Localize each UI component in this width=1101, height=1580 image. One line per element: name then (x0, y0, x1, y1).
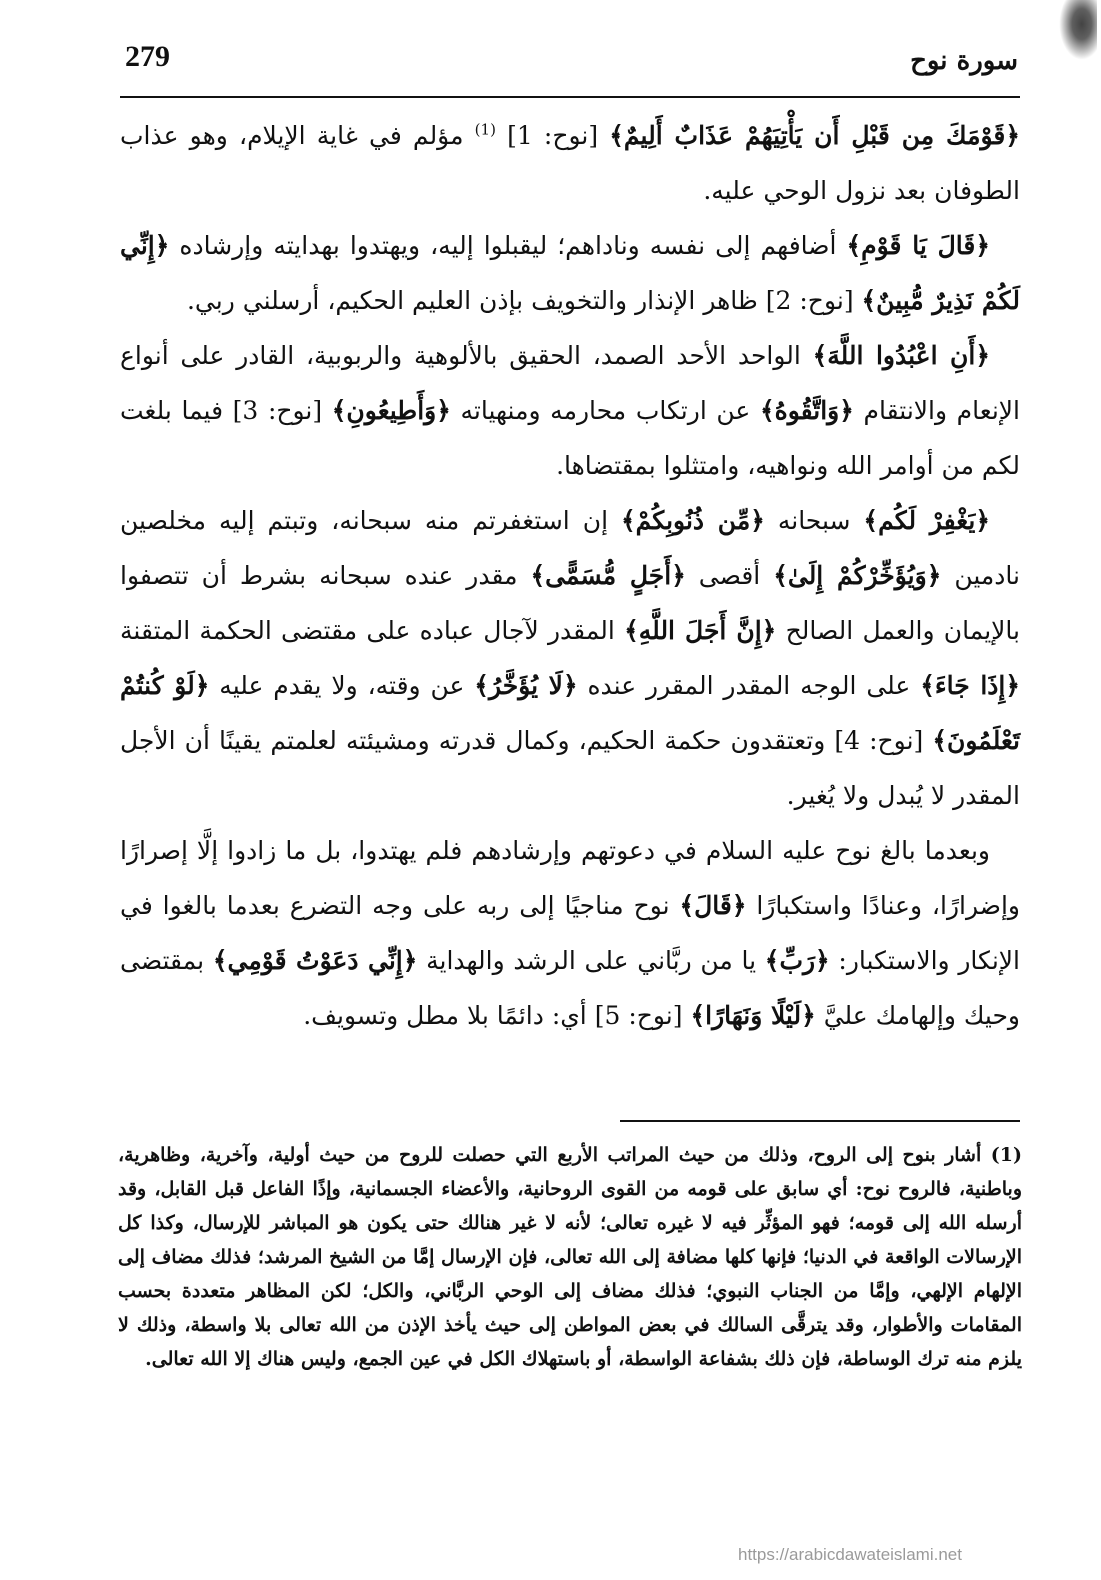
quran-verse: ﴿لَا يُؤَخَّرُ﴾ (474, 671, 578, 700)
footnote-reference: (1) (474, 120, 496, 139)
commentary-text: المقدر لآجال عباده على مقتضى الحكمة المتقنة (120, 616, 625, 645)
paragraph-2 (120, 218, 1020, 328)
quran-verse: ﴿إِنَّ أَجَلَ اللَّهِ﴾ (624, 616, 777, 645)
commentary-text: عن وقته، ولا يقدم عليه (209, 671, 475, 700)
page-number: 279 (125, 40, 170, 73)
footnote-divider (620, 1120, 1020, 1122)
quran-verse: ﴿إِنِّي لَكُمْ نَذِيرٌ مُّبِينٌ﴾ (120, 231, 1020, 315)
quran-verse: ﴿قَالَ يَا قَوْمِ﴾ (846, 231, 990, 260)
commentary-text: أقصى (685, 561, 774, 590)
commentary-text: على الوجه المقدر المقرر عنده (577, 671, 921, 700)
commentary-text: الواحد الأحد الصمد، الحقيق بالألوهية والربوبية، القادر على أنواع الإنعام والانتقام (120, 341, 1020, 425)
commentary-text: [نوح: 3] فيما بلغت لكم من أوامر الله ونواهيه، وامتثلوا بمقتضاها. (120, 396, 1020, 480)
surah-title: سورة نوح (910, 46, 1018, 76)
commentary-text: سبحانه (764, 506, 864, 535)
quran-verse: ﴿رَبِّ﴾ (764, 946, 830, 975)
commentary-text: مؤلم في غاية الإيلام، وهو عذاب الطوفان بعد نزول الوحي عليه. (120, 121, 1020, 205)
paragraph-4 (120, 493, 1020, 823)
commentary-text: بمقتضى وحيك وإلهامك عليَّ (120, 946, 1020, 1030)
paragraph-5 (120, 823, 1020, 1043)
quran-verse: ﴿وَاتَّقُوهُ﴾ (759, 396, 854, 425)
quran-verse: ﴿لَيْلًا وَنَهَارًا﴾ (690, 1001, 816, 1030)
quran-verse: ﴿إِنِّي دَعَوْتُ قَوْمِي﴾ (212, 946, 418, 975)
commentary-text: [نوح: 4] وتعتقدون حكمة الحكيم، وكمال قدرته ومشيئته لعلمتم يقينًا أن الأجل المقدر لا يُبدل ولا يُغير. (120, 726, 1020, 810)
quran-verse: ﴿يَغْفِرْ لَكُم﴾ (863, 506, 990, 535)
commentary-text: [نوح: 5] أي: دائمًا بلا مطل وتسويف. (303, 1001, 691, 1030)
paragraph-1 (120, 108, 1020, 218)
commentary-text: يا من ربَّاني على الرشد والهداية (417, 946, 765, 975)
commentary-text: أضافهم إلى نفسه وناداهم؛ ليقبلوا إليه، ويهتدوا بهدايته وإرشاده (169, 231, 847, 260)
commentary-text: عن ارتكاب محارمه ومنهياته (450, 396, 760, 425)
quran-verse: ﴿إِذَا جَاءَ﴾ (920, 671, 1020, 700)
commentary-text: مقدر عنده سبحانه بشرط أن تتصفوا بالإيمان والعمل الصالح (120, 561, 1020, 645)
commentary-text: وبعدما بالغ نوح عليه السلام في دعوتهم وإرشادهم فلم يهتدوا، بل ما زادوا إلَّا إصرارًا وإضرارًا، وعنادًا واستكبارًا (120, 836, 1020, 920)
commentary-text: إن استغفرتم منه سبحانه، وتبتم إليه مخلصين نادمين (120, 506, 1020, 590)
quran-verse: ﴿مِّن ذُنُوبِكُمْ﴾ (621, 506, 765, 535)
commentary-text: [نوح: 2] ظاهر الإنذار والتخويف بإذن العليم الحكيم، أرسلني ربي. (186, 286, 862, 315)
scan-smudge (1059, 0, 1097, 60)
quran-verse: ﴿وَيُؤَخِّرْكُمْ إِلَىٰ﴾ (773, 561, 942, 590)
quran-verse: ﴿لَوْ كُنتُمْ تَعْلَمُونَ﴾ (120, 671, 1020, 755)
page-header (120, 38, 1020, 98)
footnote-1 (118, 1138, 1022, 1376)
quran-verse: ﴿أَجَلٍ مُّسَمًّى﴾ (530, 561, 686, 590)
quran-verse: ﴿وَأَطِيعُونِ﴾ (331, 396, 451, 425)
quran-verse: ﴿قَوْمَكَ مِن قَبْلِ أَن يَأْتِيَهُمْ عَذَابٌ أَلِيمٌ﴾ (609, 121, 1020, 150)
watermark-url: https://arabicdawateislami.net (738, 1545, 962, 1564)
main-text (120, 108, 1020, 1043)
quran-verse: ﴿قَالَ﴾ (679, 891, 747, 920)
footnote-marker: (1) (990, 1144, 1022, 1166)
paragraph-3 (120, 328, 1020, 493)
commentary-text: [نوح: 1] (495, 121, 610, 150)
footnote-text: أشار بنوح إلى الروح، وذلك من حيث المراتب الأربع التي حصلت للروح من حيث أولية، وآخرية، وظاهرية، وباطنية، فالروح نوح: أي سابق على قومه من القوى الروحانية، والأعضاء الجسمانية، وإذًا الفاعل قبل القابل، وقد أرسله الله إلى قومه؛ فهو المؤثِّر فيه لا غيره تعالى؛ لأنه لا غير هنالك حتى يكون هو المباشر للإرسال، وكذا كل الإرسالات الواقعة في الدنيا؛ فإنها كلها مضافة إلى الله تعالى، فإن الإرسال إمَّا من الشيخ المرشد؛ فذلك مضاف إلى الإلهام الإلهي، وإمَّا من الجناب النبوي؛ فذلك مضاف إلى الوحي الربَّاني، والكل؛ لكن المظاهر متعددة بحسب المقامات والأطوار، وقد يترقَّى السالك في بعض المواطن إلى حيث يأخذ الإذن من الله تعالى بلا واسطة، وذلك لا يلزم منه ترك الوساطة، فإن ذلك بشفاعة الواسطة، أو باستهلاك الكل في عين الجمع، وليس هناك إلا الله تعالى. (118, 1144, 1022, 1370)
quran-verse: ﴿أَنِ اعْبُدُوا اللَّهَ﴾ (812, 341, 990, 370)
commentary-text: نوح مناجيًا إلى ربه على وجه التضرع بعدما بالغوا في الإنكار والاستكبار: (120, 891, 1020, 975)
footnotes (118, 1138, 1022, 1376)
